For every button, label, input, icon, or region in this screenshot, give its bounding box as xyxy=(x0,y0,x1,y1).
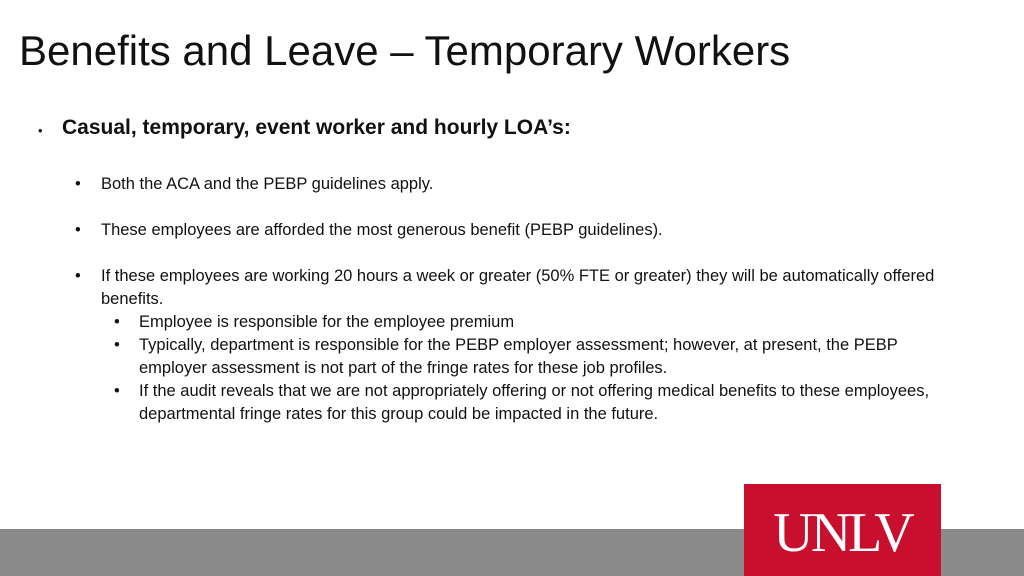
slide-title: Benefits and Leave – Temporary Workers xyxy=(19,27,791,74)
logo-text: UNLV xyxy=(773,502,912,564)
bullet-marker: • xyxy=(75,221,81,239)
list-item xyxy=(75,219,975,242)
bullet-marker: • xyxy=(38,123,43,138)
list-item xyxy=(75,265,975,311)
bullet-marker: • xyxy=(75,175,81,193)
bullet-marker: • xyxy=(75,267,81,285)
bullet-marker: • xyxy=(114,313,120,331)
level1-heading: Casual, temporary, event worker and hourly LOA’s: xyxy=(62,116,571,139)
sub-list-item-text: Employee is responsible for the employee premium xyxy=(139,313,515,331)
list-item xyxy=(75,173,975,196)
unlv-logo xyxy=(744,484,941,576)
bullet-marker: • xyxy=(114,336,120,354)
list-item-text: These employees are afforded the most generous benefit (PEBP guidelines). xyxy=(101,221,663,239)
list-item-text: If these employees are working 20 hours a week or greater (50% FTE or greater) they will be automatically offered benefits. xyxy=(101,267,935,308)
bullet-marker: • xyxy=(114,382,120,400)
sub-list-item xyxy=(114,334,974,380)
sub-list-item xyxy=(114,311,974,334)
sub-list-item-text: If the audit reveals that we are not appropriately offering or not offering medical benefits to these employees, departmental fringe rates for this group could be impacted in the future. xyxy=(139,382,930,423)
sub-list-item-text: Typically, department is responsible for the PEBP employer assessment; however, at present, the PEBP employer assessment is not part of the fringe rates for these job profiles. xyxy=(139,336,898,377)
list-item-text: Both the ACA and the PEBP guidelines apply. xyxy=(101,175,434,193)
sub-list-item xyxy=(114,380,974,426)
